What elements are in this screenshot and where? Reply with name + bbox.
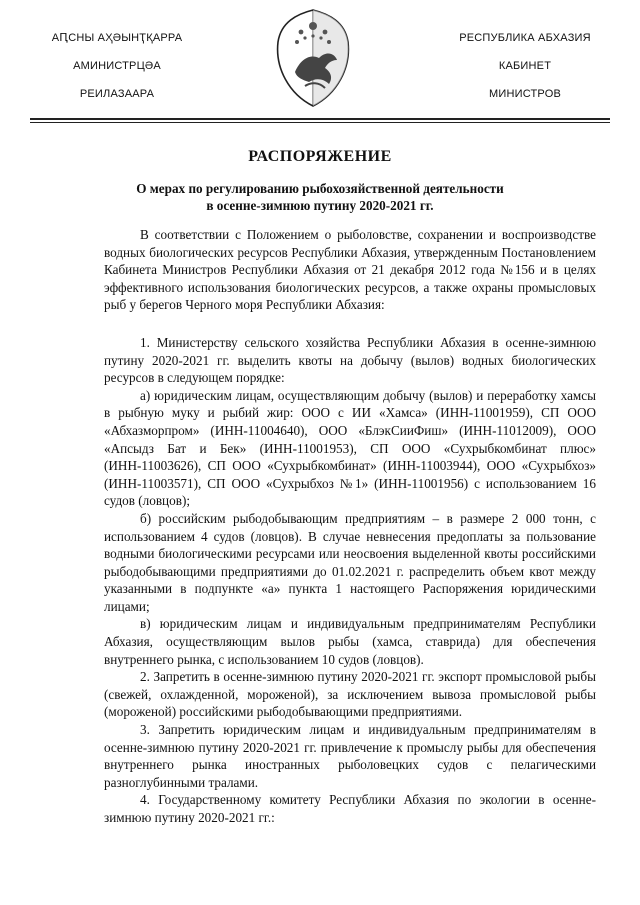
clause-2-paragraph: 2. Запретить в осенне-зимнюю путину 2020-2021 гг. экспорт промысловой рыбы (свежей, охлажденной, мороженой), за исключением вывоза промысловой рыбы (мороженой) российскими рыбодобывающими предприятиями.	[104, 669, 596, 720]
header-right-line-2: КАБИНЕТ	[498, 60, 552, 72]
document-title: РАСПОРЯЖЕНИЕ	[248, 148, 392, 165]
document-body	[104, 226, 596, 827]
header-left-block	[22, 24, 212, 108]
header-divider-thick	[30, 118, 610, 120]
header-right-block	[430, 24, 620, 108]
header-divider-thin	[30, 122, 610, 123]
abkhazia-coat-of-arms-icon	[275, 8, 351, 108]
clause-1v-paragraph: в) юридическим лицам и индивидуальным предпринимателям Республики Абхазия, осуществляющим вылов рыбы (хамса, ставрида) для обеспечения внутреннего рынка, с использованием 10 судов (ловцов).	[104, 616, 596, 667]
clause-1a-paragraph: а) юридическим лицам, осуществляющим добычу (вылов) и переработку хамсы в рыбную муку и рыбий жир: ООО с ИИ «Хамса» (ИНН-11001959), СП ООО «Абхазморпром» (ИНН-11004640), ООО «БлэкСииФиш» (ИНН-11012009), ООО «Апсыдз Бат и Бек» (ИНН-11001953), СП ООО «Сухрыбкомбинат плюс» (ИНН-11003626), СП ООО «Сухрыбкомбинат» (ИНН-11003944), ООО «Сухрыбхоз» (ИНН-11003571), СП ООО «Сухрыбхоз №1» (ИНН-11001956) с использованием 16 судов (ловцов);	[104, 387, 596, 509]
header-left-line-1: АԤСНЫ АҲӘЫНҬҚАРРА	[51, 32, 183, 44]
header-left-line-2: АМИНИСТРЦӘА	[73, 60, 161, 72]
document-subtitle	[60, 180, 580, 214]
subtitle-line-1: О мерах по регулированию рыбохозяйственной деятельности	[136, 181, 504, 196]
subtitle-line-2: в осенне-зимнюю путину 2020-2021 гг.	[206, 198, 434, 213]
clause-1b-paragraph: б) российским рыбодобывающим предприятиям – в размере 2 000 тонн, с использованием 4 судов (ловцов). В случае невнесения предоплаты за пользование водными биологическими ресурсами или неосвоения выделенной квоты российскими рыбодобывающими предприятиями до 01.02.2021 г. распределить объем квот между указанными в подпункте «а» пункта 1 настоящего Распоряжения юридическими лицами;	[104, 510, 596, 614]
header-right-line-3: МИНИСТРОВ	[488, 88, 561, 100]
clause-3-paragraph: 3. Запретить юридическим лицам и индивидуальным предпринимателям в осенне-зимнюю путину 2020-2021 гг. привлечение к промыслу рыбы для обеспечения внутреннего рынка иностранных рыболовецких судов с пелагическими разноглубинными тралами.	[104, 722, 596, 790]
clause-4-paragraph: 4. Государственному комитету Республики Абхазия по экологии в осенне-зимнюю путину 2020-2021 гг.:	[104, 792, 596, 825]
header-right-line-1: РЕСПУБЛИКА АБХАЗИЯ	[459, 32, 591, 44]
preamble-paragraph: В соответствии с Положением о рыболовстве, сохранении и воспроизводстве водных биологических ресурсов Республики Абхазия, утвержденным Постановлением Кабинета Министров Республики Абхазия от 21 декабря 2012 года №156 и в целях эффективного использования биологических ресурсов, а также охраны промысловых рыб у берегов Черного моря Республики Абхазия:	[104, 227, 596, 313]
header-left-line-3: РЕИЛАЗААРА	[79, 88, 155, 100]
document-header	[0, 0, 640, 120]
clause-1-paragraph: 1. Министерству сельского хозяйства Республики Абхазия в осенне-зимнюю путину 2020-2021 гг. выделить квоты на добычу (вылов) водных биологических ресурсов в следующем порядке:	[104, 334, 596, 386]
